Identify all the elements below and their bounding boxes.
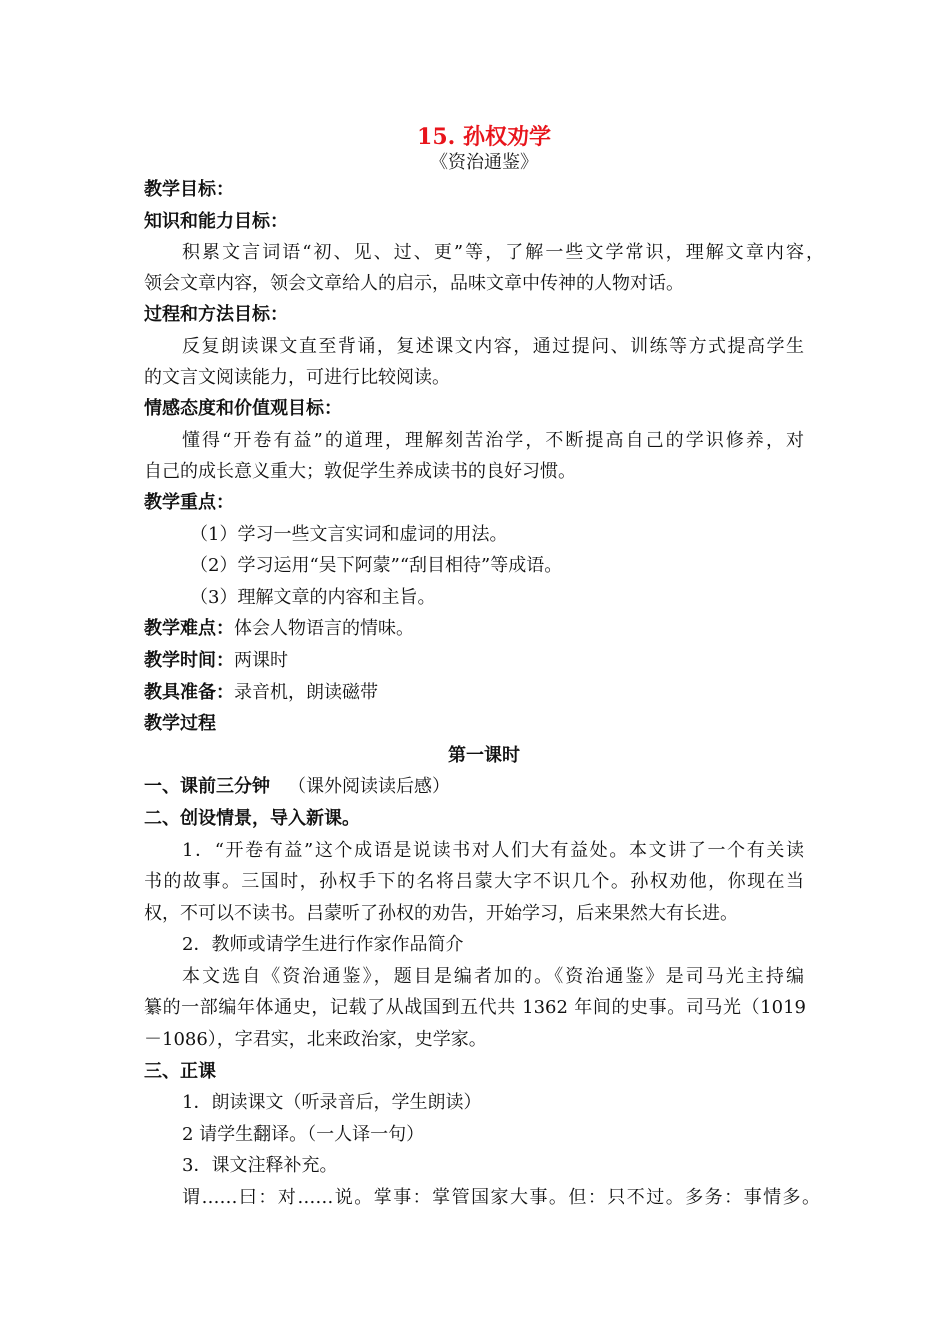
paragraph-line: 谓……曰：对……说。掌事：掌管国家大事。但：只不过。多务：事情多。 [182,1187,820,1208]
heading-key-points: 教学重点： [144,492,234,513]
paragraph-line: 2．教师或请学生进行作家作品简介 [182,934,464,955]
document-subtitle: 《资治通鉴》 [430,152,538,173]
paragraph-line: 积累文言词语“初、见、过、更”等，了解一些文学常识，理解文章内容， [182,242,824,263]
paragraph-line: 的文言文阅读能力，可进行比较阅读。 [144,367,450,388]
heading-first-lesson: 第一课时 [448,745,520,766]
equipment-label: 教具准备： [144,682,234,703]
section-one-label: 一、课前三分钟 [144,776,270,797]
section-three-heading: 三、正课 [144,1061,216,1082]
section-two-heading: 二、创设情景，导入新课。 [144,808,360,829]
paragraph-line: 懂得“开卷有益”的道理，理解刻苦治学，不断提高自己的学识修养，对 [182,430,804,451]
time-label: 教学时间： [144,650,234,671]
time-value: 两课时 [234,650,288,671]
section-one-row [144,776,824,798]
equipment-row [144,682,824,704]
difficulty-row [144,618,824,640]
paragraph-line: －1086），字君实，北来政治家，史学家。 [144,1029,487,1050]
paragraph-line: 领会文章内容，领会文章给人的启示，品味文章中传神的人物对话。 [144,273,684,294]
heading-emotion-goals: 情感态度和价值观目标： [144,398,342,419]
heading-teaching-process: 教学过程 [144,713,216,734]
paragraph-line: 本文选自《资治通鉴》，题目是编者加的。《资治通鉴》是司马光主持编 [182,966,804,987]
heading-process-goals: 过程和方法目标： [144,304,288,325]
paragraph-line: 自己的成长意义重大；敦促学生养成读书的良好习惯。 [144,461,576,482]
paragraph-line: 纂的一部编年体通史，记载了从战国到五代共 1362 年间的史事。司马光（1019 [144,997,806,1018]
paragraph-line: 反复朗读课文直至背诵，复述课文内容，通过提问、训练等方式提高学生 [182,336,804,357]
section-one-note: （课外阅读读后感） [288,776,450,797]
list-item: （2）学习运用“吴下阿蒙”“刮目相待”等成语。 [190,555,563,576]
document-title: 15. 孙权劝学 [417,124,551,150]
paragraph-line: 书的故事。三国时，孙权手下的名将吕蒙大字不识几个。孙权劝他，你现在当 [144,871,804,892]
heading-knowledge-goals: 知识和能力目标： [144,211,288,232]
heading-teaching-goals: 教学目标： [144,179,234,200]
time-row [144,650,824,672]
list-item: （3）理解文章的内容和主旨。 [190,587,436,608]
equipment-value: 录音机，朗读磁带 [234,682,378,703]
list-item: （1）学习一些文言实词和虚词的用法。 [190,524,508,545]
list-item: 2 请学生翻译。（一人译一句） [182,1124,425,1145]
list-item: 1．朗读课文（听录音后，学生朗读） [182,1092,482,1113]
paragraph-line: 权，不可以不读书。吕蒙听了孙权的劝告，开始学习，后来果然大有长进。 [144,903,738,924]
difficulty-label: 教学难点： [144,618,234,639]
list-item: 3．课文注释补充。 [182,1155,338,1176]
difficulty-value: 体会人物语言的情味。 [234,618,414,639]
paragraph-line: 1．“开卷有益”这个成语是说读书对人们大有益处。本文讲了一个有关读 [182,840,804,861]
